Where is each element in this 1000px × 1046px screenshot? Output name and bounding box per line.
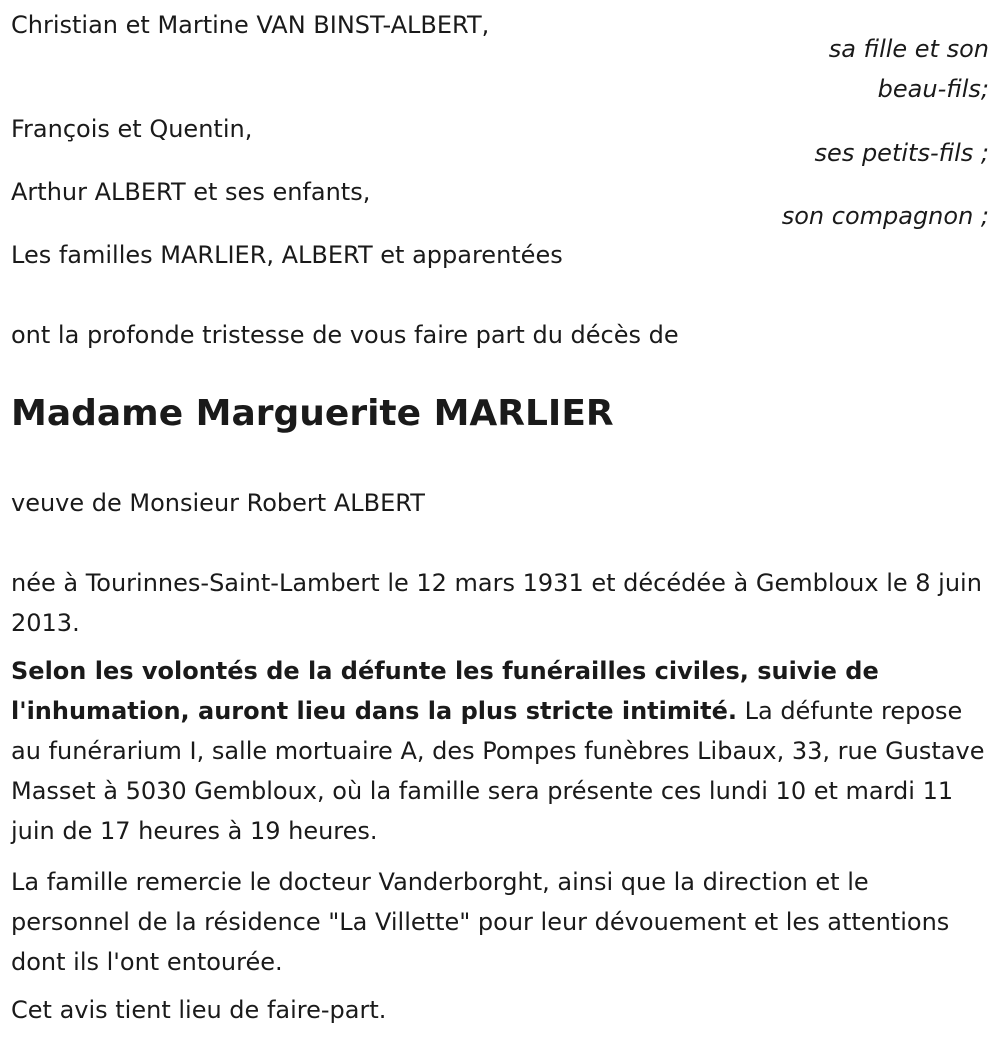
funeral-bold-text: Selon les volontés de la défunte les funérailles civiles, suivie de l'inhumation, auront lieu dans la plus stricte intimité. — [11, 657, 879, 725]
funeral-details-text: La défunte repose au funérarium I, salle mortuaire A, des Pompes funèbres Libaux, 33, rue Gustave Masset à 5030 Gembloux, où la famille sera présente ces lundi 10 et mardi 11 juin de 17 heures à 19 heures. — [11, 697, 985, 845]
family-role-3: son compagnon ; — [781, 202, 989, 230]
family-role-1b: beau-fils; — [877, 75, 989, 103]
family-role-2: ses petits-fils ; — [814, 139, 989, 167]
funeral-paragraph — [11, 651, 989, 851]
family-role-1a: sa fille et son — [828, 35, 989, 63]
deceased-name: Madame Marguerite MARLIER — [11, 393, 614, 434]
birth-death-text: née à Tourinnes-Saint-Lambert le 12 mars 1931 et décédée à Gembloux le 8 juin 2013. — [11, 569, 982, 637]
family-line-1: Christian et Martine VAN BINST-ALBERT, — [11, 11, 490, 39]
family-line-2: François et Quentin, — [11, 115, 253, 143]
announcement-text: ont la profonde tristesse de vous faire part du décès de — [11, 321, 679, 349]
closing-text: Cet avis tient lieu de faire-part. — [11, 996, 387, 1024]
family-line-3: Arthur ALBERT et ses enfants, — [11, 178, 371, 206]
family-line-4: Les familles MARLIER, ALBERT et apparentées — [11, 241, 563, 269]
widow-of-text: veuve de Monsieur Robert ALBERT — [11, 489, 425, 517]
thanks-paragraph: La famille remercie le docteur Vanderborght, ainsi que la direction et le personnel de la résidence "La Villette" pour leur dévouement et les attentions dont ils l'ont entourée. — [11, 868, 950, 976]
